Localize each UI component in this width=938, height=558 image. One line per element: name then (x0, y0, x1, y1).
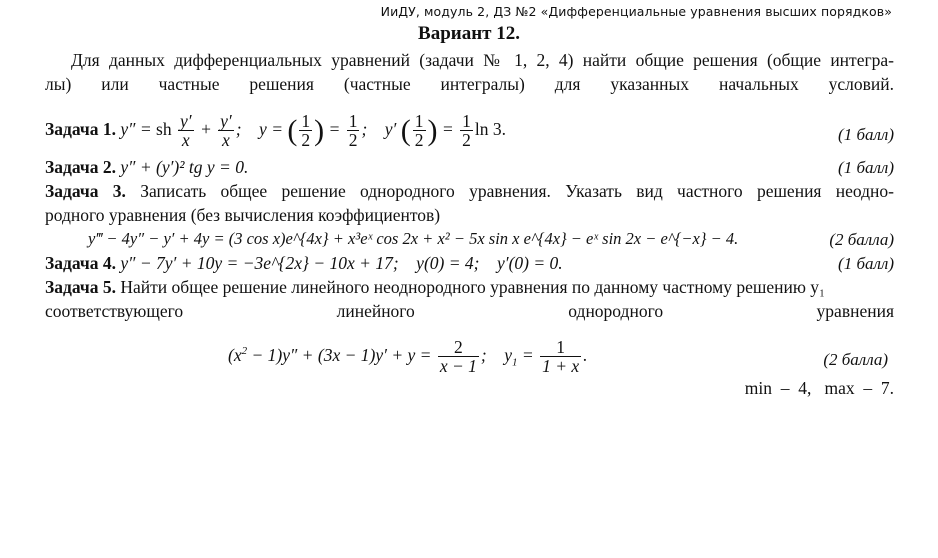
min-max-note: min – 4, max – 7. (744, 378, 894, 398)
course-header: ИиДУ, модуль 2, ДЗ №2 «Дифференциальные уравнения высших порядков» (380, 4, 892, 19)
task-3 (45, 181, 894, 202)
task-5-equation: $(x^2 - 1)y'' + (3x - 1)y' + y$ = $\frac{2}{x - 1}$ ; $y_1$ = $\frac{1}{1 + x}$ . (228, 337, 588, 377)
task-5-score: (2 балла) (823, 350, 888, 369)
task-3-label: Задача 3. (45, 181, 126, 201)
task-1-equation: y″ = sh $\frac{y'}{x}$ + $\frac{y'}{x}$ ; y = ( $\frac{1}{2}$ ) = $\frac{1}{2}$ ; y′ ( $\frac{1}{2}$ ) = $\frac{1}{2}$ ln 3. (120, 111, 506, 151)
task-2-score: (1 балл) (838, 158, 894, 177)
task-5-label: Задача 5. (45, 277, 117, 297)
task-1-label: Задача 1. (45, 118, 117, 139)
intro-line-1: Для данных дифференциальных уравнений (задачи № 1, 2, 4) найти общие решения (общие интегра- (71, 50, 894, 70)
task-4-equation: y″ − 7y′ + 10y = −3e^{2x} − 10x + 17; y(0) = 4; y′(0) = 0. (120, 253, 563, 273)
task-4-label: Задача 4. (45, 253, 117, 273)
intro-line-2: лы) или частные решения (частные интегралы) для указанных начальных условий. (45, 74, 894, 94)
task-5-text-1: Найти общее решение линейного неоднородного уравнения по данному частному решению y₁ (120, 277, 826, 297)
task-5-text-2: соответствующего линейного однородного уравнения (45, 301, 894, 321)
task-4 (45, 253, 894, 274)
task-2 (45, 157, 894, 178)
task-4-score: (1 балл) (838, 254, 894, 273)
task-2-equation: y″ + (y′)² tg y = 0. (120, 157, 249, 177)
task-1 (45, 112, 894, 150)
task-5 (45, 277, 894, 298)
task-3-score: (2 балла) (829, 230, 894, 249)
task-3-equation: y‴ − 4y″ − y′ + 4y = (3 cos x)e^{4x} + x³eˣ cos 2x + x² − 5x sin x e^{4x} − eˣ sin 2x − e^{−x} − 4. (88, 229, 739, 248)
task-3-text-1: Записать общее решение однородного уравнения. Указать вид частного решения неодно- (140, 181, 895, 201)
task-2-label: Задача 2. (45, 157, 117, 177)
task-1-score: (1 балл) (838, 125, 894, 144)
variant-title: Вариант 12. (418, 23, 520, 44)
task-3-text-2: родного уравнения (без вычисления коэффициентов) (45, 205, 441, 225)
